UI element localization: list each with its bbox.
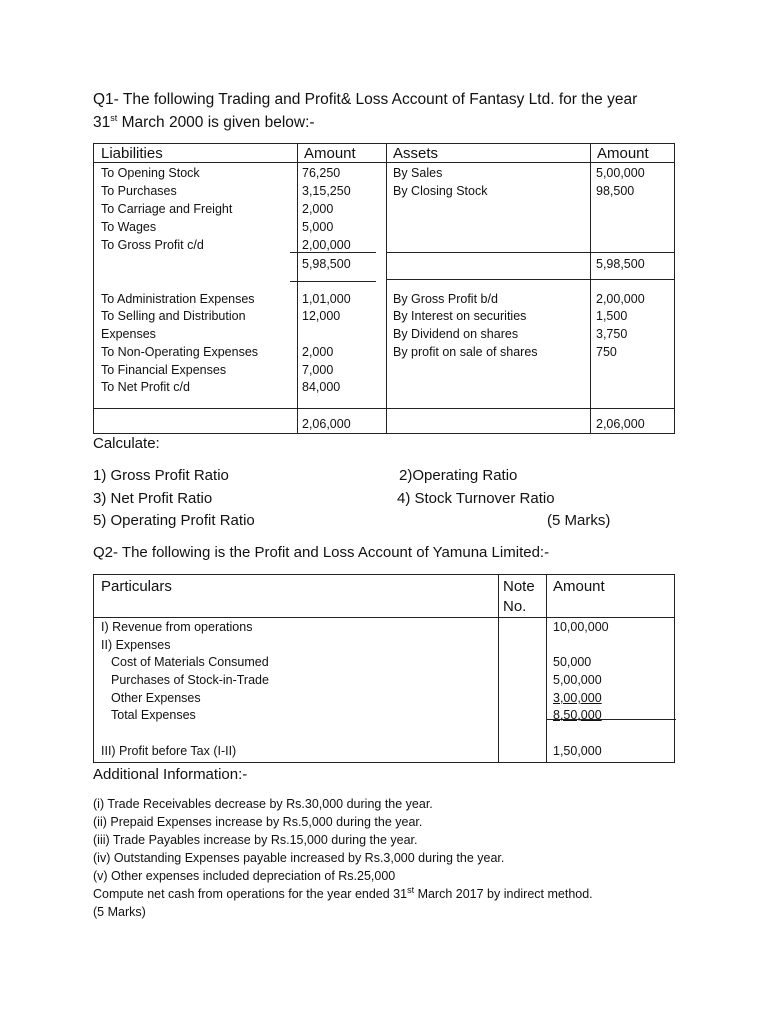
trading-total-right: 5,98,500 — [596, 257, 645, 271]
pl-right-label: By Gross Profit b/d — [393, 292, 498, 306]
pl-right-amount: 2,00,000 — [596, 292, 645, 306]
q2-row-amount: 50,000 — [553, 655, 592, 669]
trading-left-amount: 5,000 — [302, 220, 334, 234]
pl-right-label: By Interest on securities — [393, 309, 527, 323]
pl-total-right: 2,06,000 — [596, 417, 645, 431]
trading-right-label: By Sales — [393, 166, 443, 180]
pl-left-label: To Non-Operating Expenses — [101, 345, 259, 359]
q2-title: Q2- The following is the Profit and Loss Account of Yamuna Limited:- — [93, 544, 550, 561]
q2-row-label: I) Revenue from operations — [101, 620, 253, 634]
trading-left-label: To Opening Stock — [101, 166, 200, 180]
q2-row-label: III) Profit before Tax (I-II) — [101, 744, 237, 758]
pl-left-amount: 1,01,000 — [302, 292, 351, 306]
pl-left-label: To Financial Expenses — [101, 363, 227, 377]
header-assets: Assets — [393, 145, 439, 162]
trading-left-amount: 3,15,250 — [302, 184, 351, 198]
q1-account-table — [93, 143, 675, 434]
trading-right-amount: 98,500 — [596, 184, 635, 198]
q2-row-amount: 8,50,000 — [553, 708, 602, 722]
calculate-label: Calculate: — [93, 435, 160, 452]
pl-right-label: By profit on sale of shares — [393, 345, 538, 359]
trading-left-amount: 2,000 — [302, 202, 334, 216]
q1-title — [93, 88, 693, 134]
pl-left-amount: 2,000 — [302, 345, 334, 359]
calc-item-2: 2)Operating Ratio — [399, 467, 518, 484]
pl-left-label: To Net Profit c/d — [101, 380, 190, 394]
pl-left-label: To Selling and Distribution — [101, 309, 246, 323]
q2-row-label: Purchases of Stock-in-Trade — [111, 673, 269, 687]
header-amount: Amount — [553, 578, 605, 595]
trading-left-label: To Wages — [101, 220, 157, 234]
trading-left-label: To Purchases — [101, 184, 177, 198]
trading-left-label: To Gross Profit c/d — [101, 238, 204, 252]
header-amount-right: Amount — [597, 145, 649, 162]
q2-row-label: II) Expenses — [101, 638, 171, 652]
calc-item-3: 3) Net Profit Ratio — [93, 490, 213, 507]
pl-left-amount: 84,000 — [302, 380, 341, 394]
pl-right-amount: 1,500 — [596, 309, 628, 323]
pl-right-amount: 750 — [596, 345, 617, 359]
pl-right-label: By Dividend on shares — [393, 327, 519, 341]
q2-row-amount: 1,50,000 — [553, 744, 602, 758]
q2-marks: (5 Marks) — [93, 905, 146, 919]
q1-title-line1: Q1- The following Trading and Profit& Loss Account of Fantasy Ltd. for the year — [93, 91, 638, 108]
q2-pl-table — [93, 574, 675, 763]
trading-left-label: To Carriage and Freight — [101, 202, 233, 216]
pl-left-amount: 12,000 — [302, 309, 341, 323]
info-item: (iii) Trade Payables increase by Rs.15,000 during the year. — [93, 833, 418, 847]
info-item: (i) Trade Receivables decrease by Rs.30,000 during the year. — [93, 797, 433, 811]
calc-item-1: 1) Gross Profit Ratio — [93, 467, 229, 484]
header-note-line2: No. — [503, 598, 527, 615]
info-item: (ii) Prepaid Expenses increase by Rs.5,000 during the year. — [93, 815, 423, 829]
trading-left-amount: 2,00,000 — [302, 238, 351, 252]
pl-total-left: 2,06,000 — [302, 417, 351, 431]
pl-right-amount: 3,750 — [596, 327, 628, 341]
q2-row-label: Other Expenses — [111, 691, 201, 705]
q2-row-label: Cost of Materials Consumed — [111, 655, 269, 669]
pl-left-amount: 7,000 — [302, 363, 334, 377]
calc-item-5: 5) Operating Profit Ratio — [93, 512, 255, 529]
trading-right-label: By Closing Stock — [393, 184, 488, 198]
q2-row-label: Total Expenses — [111, 708, 196, 722]
additional-info-title: Additional Information:- — [93, 766, 248, 783]
header-liabilities: Liabilities — [101, 145, 163, 162]
calc-item-4: 4) Stock Turnover Ratio — [397, 490, 555, 507]
info-item: (v) Other expenses included depreciation of Rs.25,000 — [93, 869, 396, 883]
pl-left-label: To Administration Expenses — [101, 292, 255, 306]
q1-marks: (5 Marks) — [547, 512, 611, 529]
trading-right-amount: 5,00,000 — [596, 166, 645, 180]
q2-row-amount: 5,00,000 — [553, 673, 602, 687]
info-item: (iv) Outstanding Expenses payable increased by Rs.3,000 during the year. — [93, 851, 505, 865]
q2-row-amount: 10,00,000 — [553, 620, 609, 634]
trading-left-amount: 76,250 — [302, 166, 341, 180]
trading-total-left: 5,98,500 — [302, 257, 351, 271]
header-amount-left: Amount — [304, 145, 356, 162]
compute-instruction: Compute net cash from operations for the year ended 31st March 2017 by indirect method. — [93, 884, 593, 901]
q1-title-line2: 31st March 2000 is given below:- — [93, 112, 315, 131]
header-note-line1: Note — [503, 578, 535, 595]
header-particulars: Particulars — [101, 578, 172, 595]
q2-row-amount: 3,00,000 — [553, 691, 602, 705]
pl-left-label: Expenses — [101, 327, 156, 341]
